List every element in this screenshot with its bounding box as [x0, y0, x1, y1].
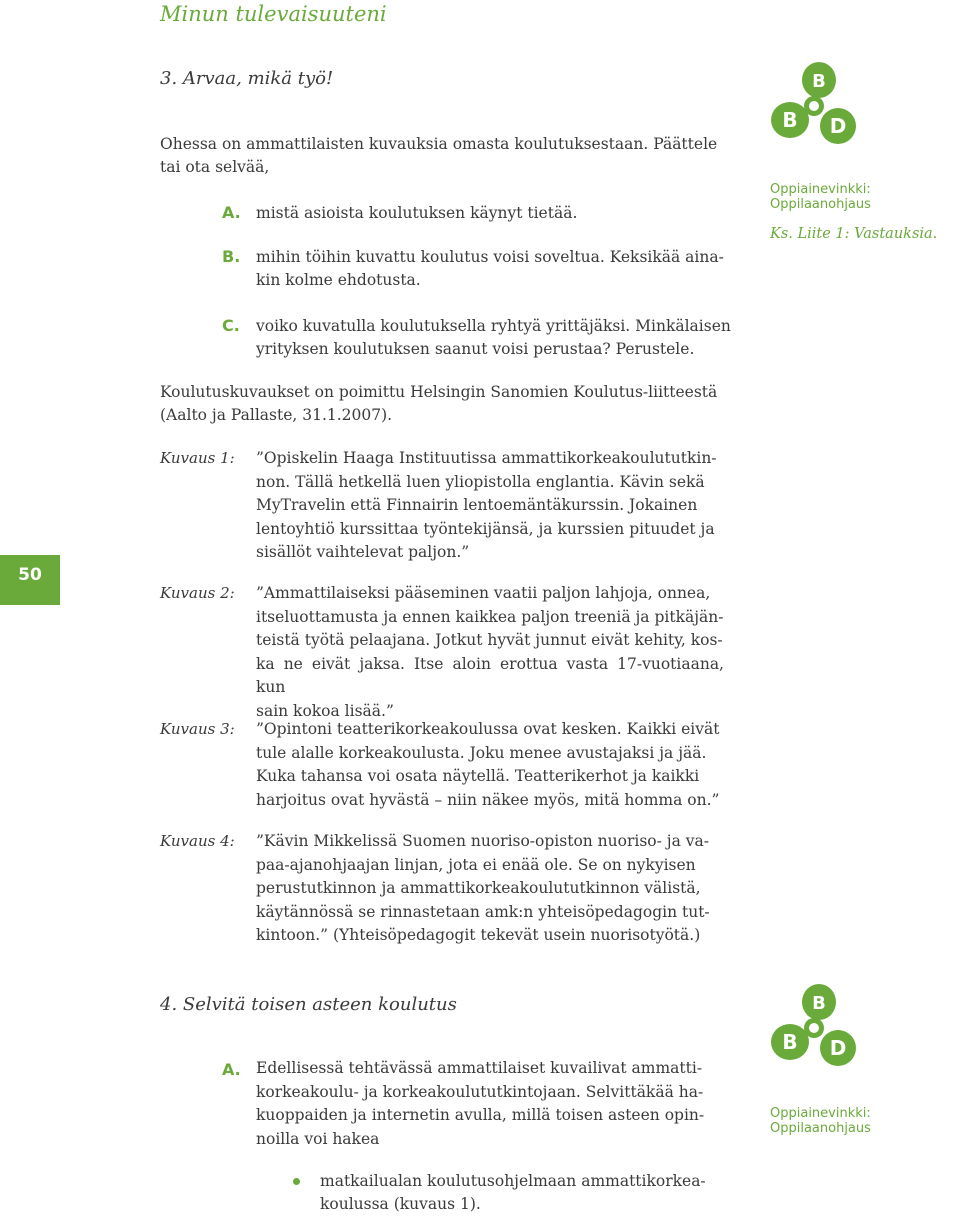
section-4-item-a-letter: A.: [222, 1060, 241, 1079]
side-note-subject-tip-2: Oppiainevinkki: Oppilaanohjaus: [770, 1106, 871, 1136]
description-3-line-2: tule alalle korkeakoulusta. Joku menee avustajaksi ja jää.: [256, 743, 707, 762]
description-4-line-3: perustutkinnon ja ammattikorkeakoulututkinnon välistä,: [256, 879, 701, 897]
description-1-quote: [256, 447, 724, 565]
description-2-line-2: itseluottamusta ja ennen kaikkea paljon treeniä ja pitkäjän-: [256, 607, 724, 626]
description-4-line-2: paa-ajanohjaajan linjan, jota ei enää ole. Se on nykyisen: [256, 855, 696, 874]
section-4-item-a-line-1: Edellisessä tehtävässä ammattilaiset kuvailivat ammatti-: [256, 1059, 703, 1077]
section-4-item-a-line-4: noilla voi hakea: [256, 1129, 380, 1148]
description-1-line-4: lentoyhtiö kurssittaa työntekijänsä, ja kurssien pituudet ja: [256, 519, 715, 538]
item-b-text-line-1: mihin töihin kuvattu koulutus voisi soveltua. Keksikää aina-: [256, 248, 724, 266]
side-note-subject-tip-1: Oppiainevinkki: Oppilaanohjaus: [770, 182, 871, 212]
svg-text:B: B: [812, 993, 826, 1014]
item-a-text-line-1: mistä asioista koulutuksen käynyt tietää.: [256, 204, 578, 222]
svg-text:B: B: [782, 108, 798, 132]
description-2-line-1: ”Ammattilaiseksi pääseminen vaatii paljon lahjoja, onnea,: [256, 584, 711, 602]
description-1-line-5: sisällöt vaihtelevat paljon.”: [256, 543, 470, 561]
description-3-line-4: harjoitus ovat hyvästä – niin näkee myös, mitä homma on.”: [256, 790, 720, 809]
description-2-label: Kuvaus 2:: [160, 584, 235, 602]
description-1-label: Kuvaus 1:: [160, 449, 235, 467]
description-1-line-3: MyTravelin että Finnairin lentoemäntäkurssin. Jokainen: [256, 496, 698, 514]
description-3-line-3: Kuka tahansa voi osata näytellä. Teatterikerhot ja kaikki: [256, 767, 700, 785]
bullet-1-line-1: matkailualan koulutusohjelmaan ammattikorkea-: [320, 1172, 706, 1190]
description-2-line-3: teistä työtä pelaajana. Jotkut hyvät junnut eivät kehity, kos-: [256, 631, 723, 649]
bullet-icon: [293, 1178, 300, 1185]
section-3-intro-line-1: Ohessa on ammattilaisten kuvauksia omasta koulutuksestaan. Päättele: [160, 135, 718, 153]
description-4-line-5: kintoon.” (Yhteisöpedagogit tekevät usein nuorisotyötä.): [256, 926, 701, 944]
section-3-title: 3. Arvaa, mikä työ!: [160, 68, 334, 89]
section-4-item-a-line-3: kuoppaiden ja internetin avulla, millä toisen asteen opin-: [256, 1106, 705, 1124]
description-2-line-4: ka ne eivät jaksa. Itse aloin erottua vasta 17-vuotiaana, kun: [256, 654, 724, 696]
description-3-quote: [256, 718, 724, 812]
svg-text:D: D: [829, 114, 847, 138]
svg-text:D: D: [829, 1036, 847, 1060]
section-4-title: 4. Selvitä toisen asteen koulutus: [160, 994, 457, 1015]
svg-text:B: B: [782, 1030, 798, 1054]
item-c-text-line-1: voiko kuvatulla koulutuksella ryhtyä yrittäjäksi. Minkälaisen: [256, 317, 731, 335]
item-b-letter: B.: [222, 247, 241, 266]
description-4-quote: [256, 830, 724, 948]
item-a-letter: A.: [222, 203, 241, 222]
description-3-label: Kuvaus 3:: [160, 720, 235, 738]
description-4-line-4: käytännössä se rinnastetaan amk:n yhteisöpedagogin tut-: [256, 902, 710, 921]
page-number: 50: [18, 565, 42, 585]
description-1-line-2: non. Tällä hetkellä luen yliopistolla englantia. Kävin sekä: [256, 472, 705, 491]
item-b-text-line-2: kin kolme ehdotusta.: [256, 271, 421, 289]
section-4-item-a-line-2: korkeakoulu- ja korkeakoulututkintojaan. Selvittäkää ha-: [256, 1082, 704, 1101]
item-c-letter: C.: [222, 316, 240, 335]
item-c-text-line-2: yrityksen koulutuksen saanut voisi perustaa? Perustele.: [256, 340, 695, 358]
page-header-title: Minun tulevaisuuteni: [160, 2, 387, 26]
source-line-1: Koulutuskuvaukset on poimittu Helsingin Sanomien Koulutus-liitteestä: [160, 383, 718, 401]
description-4-line-1: ”Kävin Mikkelissä Suomen nuoriso-opiston nuoriso- ja va-: [256, 832, 710, 850]
svg-text:B: B: [812, 71, 826, 92]
side-reference-answers: Ks. Liite 1: Vastauksia.: [770, 226, 938, 242]
description-4-label: Kuvaus 4:: [160, 832, 235, 850]
description-2-line-5: sain kokoa lisää.”: [256, 701, 394, 720]
section-3-intro-line-2: tai ota selvää,: [160, 158, 270, 176]
description-1-line-1: ”Opiskelin Haaga Instituutissa ammattikorkeakoulututkin-: [256, 449, 717, 467]
description-2-quote: [256, 582, 724, 723]
section-4-item-a-text: [256, 1057, 724, 1151]
source-line-2: (Aalto ja Pallaste, 31.1.2007).: [160, 406, 393, 424]
bod-logo-icon: [768, 980, 860, 1072]
bullet-1-line-2: koulussa (kuvaus 1).: [320, 1195, 481, 1213]
description-3-line-1: ”Opintoni teatterikorkeakoulussa ovat kesken. Kaikki eivät: [256, 720, 720, 738]
bod-logo-icon: [768, 58, 860, 150]
